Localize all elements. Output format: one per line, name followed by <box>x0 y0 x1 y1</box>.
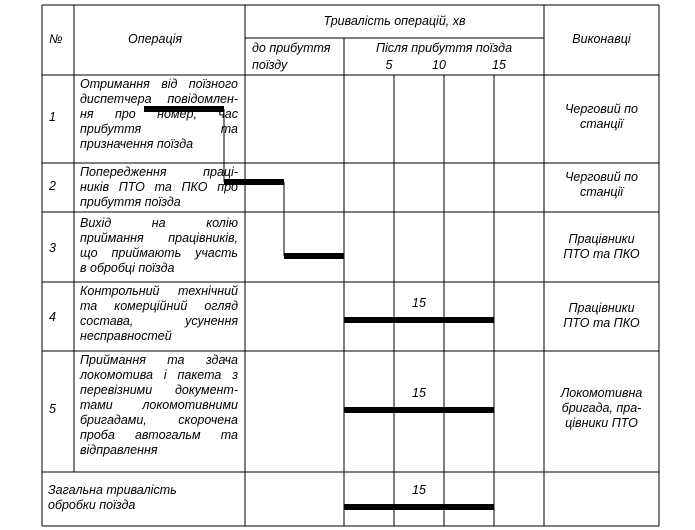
row-num: 3 <box>49 241 56 255</box>
gantt-bar <box>344 504 494 510</box>
header-executors: Виконавці <box>572 32 631 46</box>
header-before-arrival-2: поїзду <box>252 58 288 72</box>
header-operation: Операція <box>128 32 183 46</box>
header-num: № <box>49 32 63 46</box>
header-duration: Тривалість операцій, хв <box>323 14 466 28</box>
row-executor: Працівники ПТО та ПКО <box>563 301 640 330</box>
row-num: 4 <box>49 310 56 324</box>
row-executor: Черговий по станції <box>564 170 639 199</box>
gantt-bar-label: 15 <box>412 296 426 310</box>
row-num: 2 <box>49 179 56 193</box>
row-num: 5 <box>49 402 56 416</box>
row-num: 1 <box>49 110 56 124</box>
gantt-bar-label: 15 <box>412 386 426 400</box>
tick-5: 5 <box>385 58 393 72</box>
row-executor: Працівники ПТО та ПКО <box>563 232 640 261</box>
tick-10: 10 <box>432 58 446 72</box>
row-operation: Отримання від поїзного диспетчера повідомлен- ня про номер, час прибуття та призначення поїзда <box>80 77 238 151</box>
header-after-arrival: Після прибуття поїзда <box>375 41 513 55</box>
row-operation: Попередження праці- ників ПТО та ПКО про прибуття поїзда <box>80 165 238 209</box>
gantt-bar <box>284 253 344 259</box>
gantt-bar <box>344 317 494 323</box>
row-operation: Приймання та здача локомотива і пакета з перевізними документ- тами локомотивними бригадами, скорочена проба автогальм та відправлення <box>80 353 238 457</box>
total-label: Загальна тривалість обробки поїзда <box>48 483 177 512</box>
tick-15: 15 <box>492 58 506 72</box>
header-before-arrival-1: до прибуття <box>252 41 331 55</box>
row-executor: Локомотивна бригада, пра- цівники ПТО <box>560 386 643 430</box>
row-operation: Контрольний технічний та комерційний огляд состава, усунення несправностей <box>80 284 238 343</box>
row-executor: Черговий по станції <box>564 102 639 131</box>
gantt-bar-label: 15 <box>412 483 426 497</box>
gantt-bar <box>344 407 494 413</box>
row-operation: Вихід на колію приймання працівників, що приймають участь в обробці поїзда <box>80 216 238 275</box>
